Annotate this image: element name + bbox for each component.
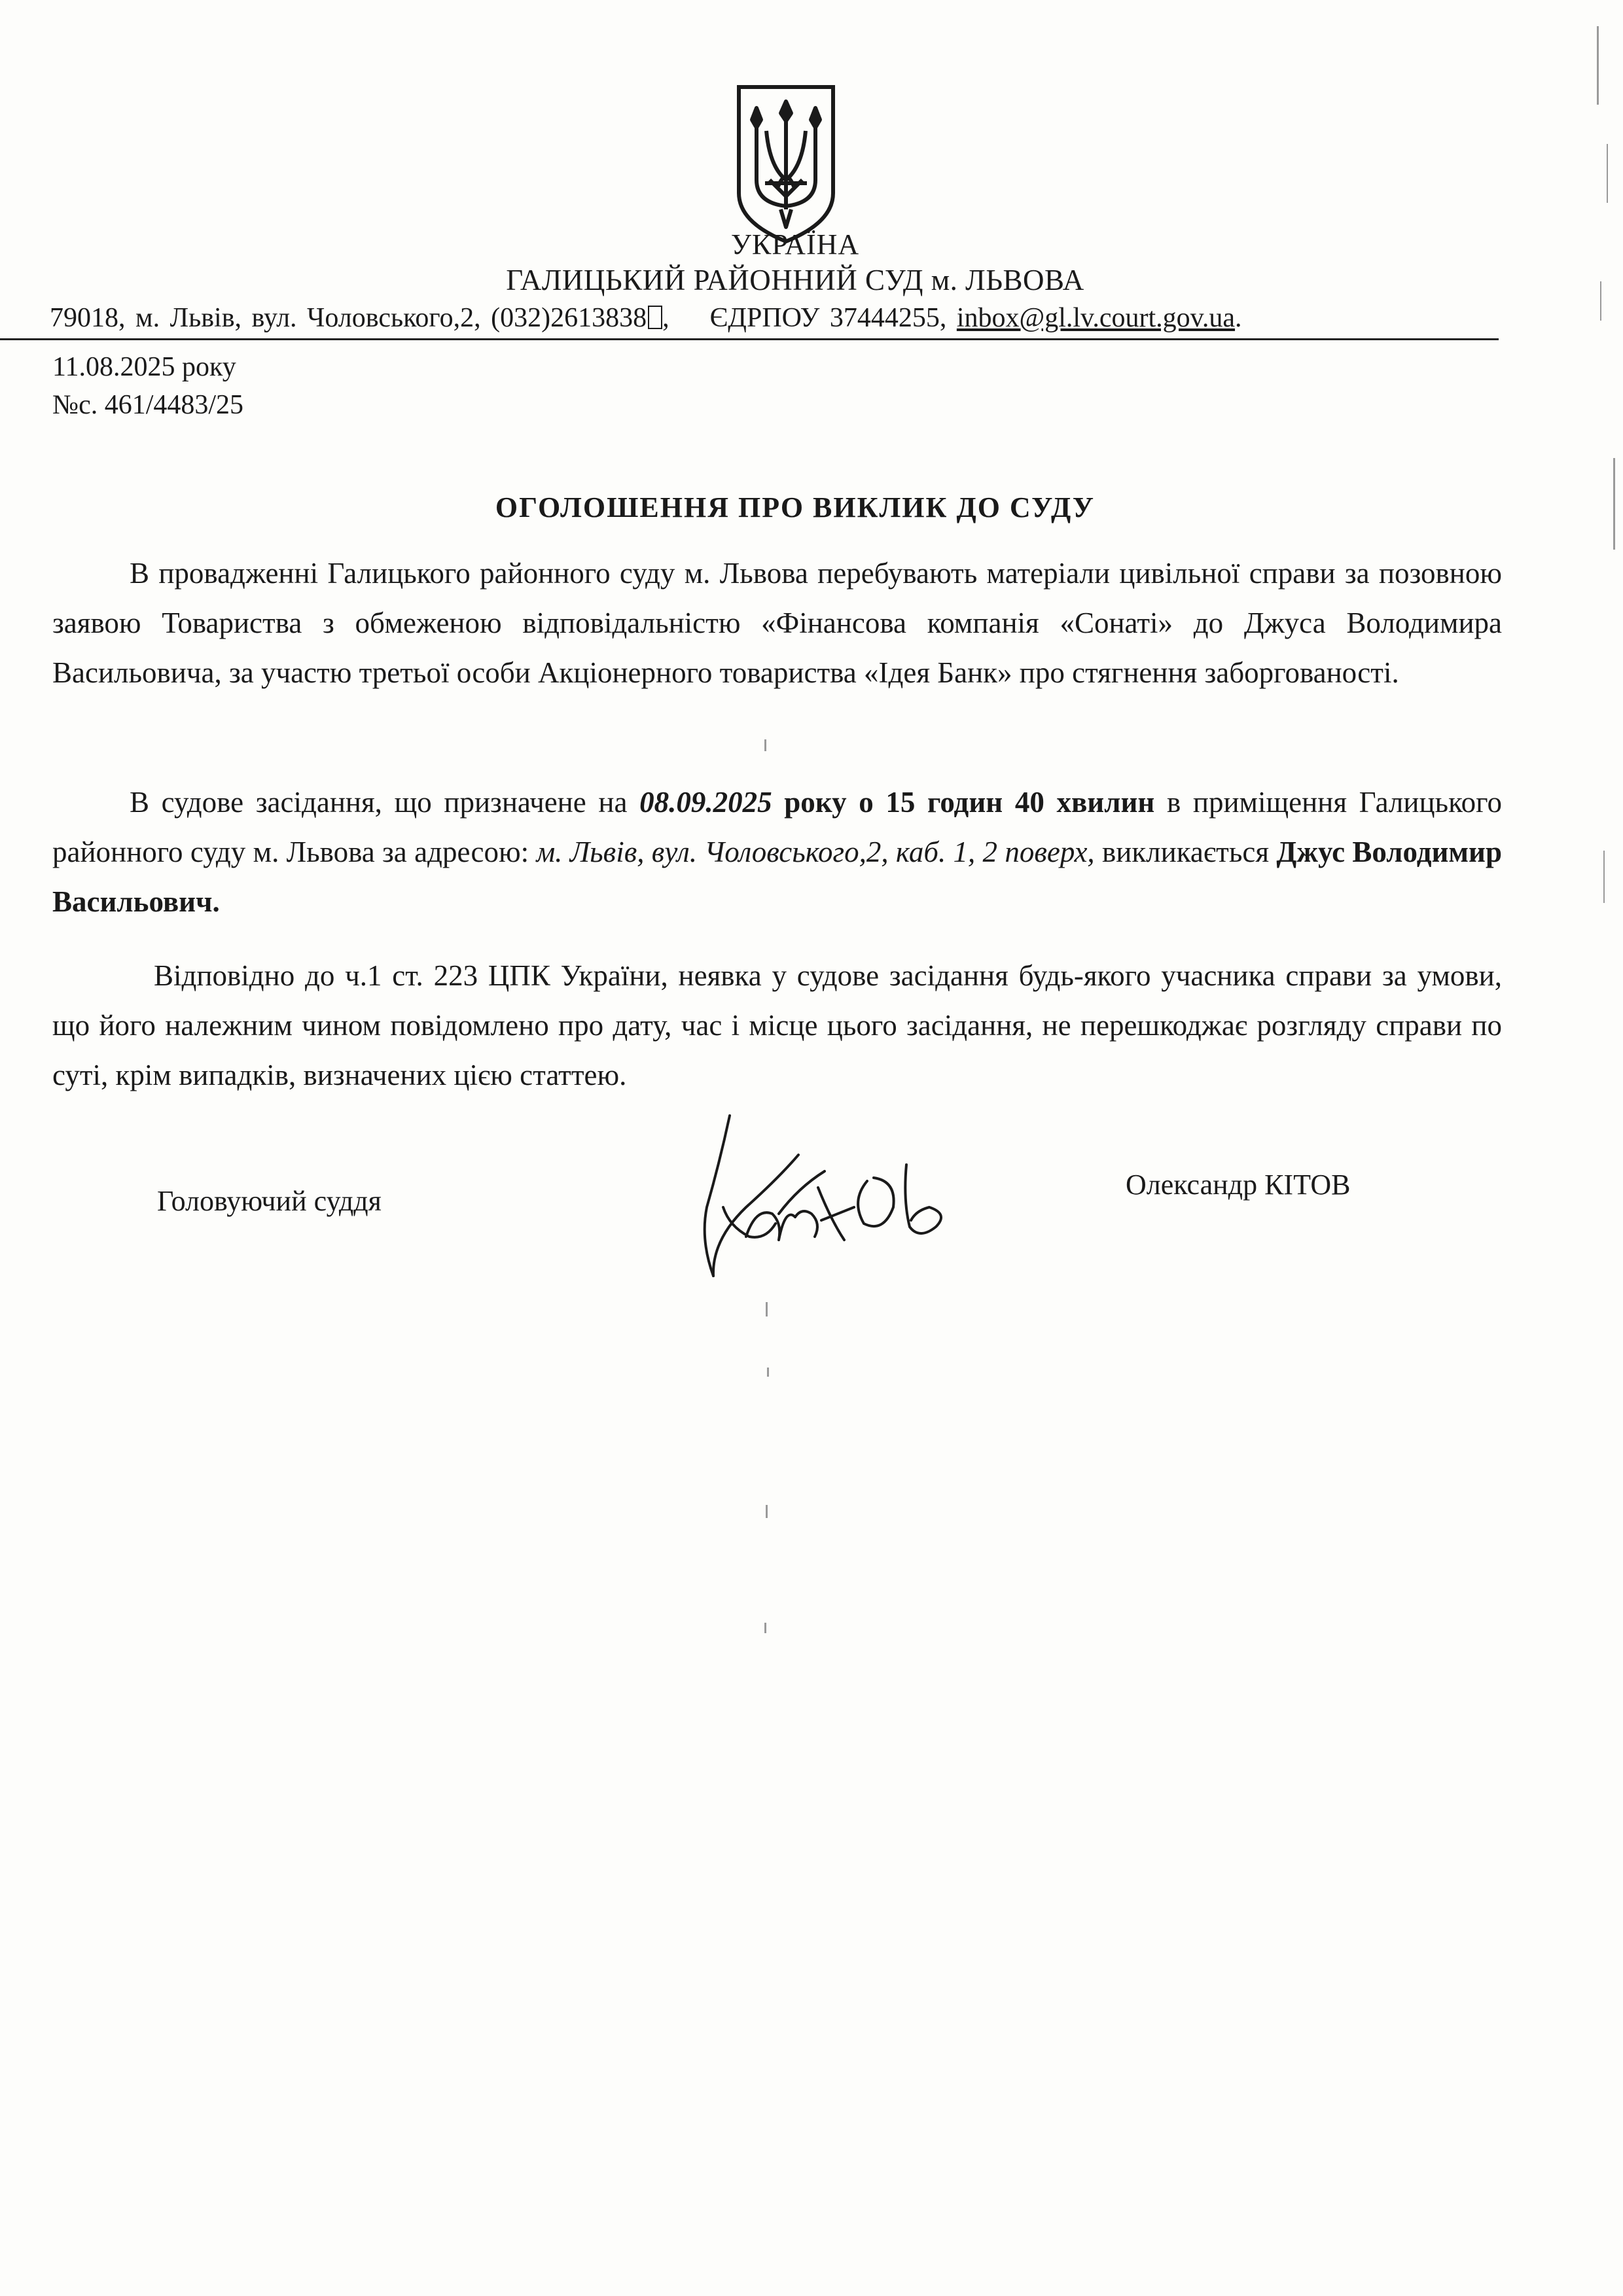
coat-of-arms-icon bbox=[734, 82, 838, 245]
paragraph-proceedings-text: В провадженні Галицького районного суду м. Львова перебувають матеріали цивільної справи за позовною заявою Товариства з обмеженою відповідальністю «Фінансова компанія «Сонаті» до Джуса Володимира Васильовича, за участю третьої особи Акціонерного товариства «Ідея Банк» про стягнення заборгованості. bbox=[52, 557, 1502, 689]
hearing-intro: В судове засідання, що призначене на bbox=[130, 786, 640, 819]
handwritten-signature bbox=[668, 1109, 1008, 1286]
summoned-person: Джус Володимир Васильович. bbox=[52, 836, 1503, 918]
edrpou-code: ЄДРПОУ 37444255, bbox=[709, 303, 947, 333]
paragraph-legal-basis-text: Відповідно до ч.1 ст. 223 ЦПК України, неявка у судове засідання будь-якого учасника справи за умови, що його належним чином повідомлено про дату, час і місце цього засідання, не перешкоджає розгляду справи по суті, крім випадків, визначених цією статтею. bbox=[52, 959, 1502, 1091]
case-number: №с. 461/4483/25 bbox=[52, 390, 244, 420]
court-name: ГАЛИЦЬКИЙ РАЙОННИЙ СУД м. ЛЬВОВА bbox=[506, 264, 1084, 296]
judge-name: Олександр КІТОВ bbox=[1126, 1169, 1351, 1201]
paragraph-proceedings bbox=[52, 548, 1502, 698]
missing-glyph-box bbox=[648, 306, 662, 329]
hearing-date: 08.09.2025 bbox=[639, 786, 772, 819]
hearing-time: року о 15 годин 40 хвилин bbox=[772, 786, 1155, 819]
document-date: 11.08.2025 року bbox=[52, 352, 236, 382]
country-heading: УКРАЇНА bbox=[730, 228, 860, 260]
paragraph-hearing bbox=[52, 777, 1502, 927]
presiding-judge-label: Головуючий суддя bbox=[157, 1185, 382, 1217]
hearing-mid: в приміщення Галицького районного суду м. Львова за адресою: bbox=[52, 786, 1502, 868]
court-email-link[interactable]: inbox@gl.lv.court.gov.ua bbox=[956, 303, 1236, 333]
email-suffix: . bbox=[1235, 303, 1242, 333]
document-title: ОГОЛОШЕННЯ ПРО ВИКЛИК ДО СУДУ bbox=[495, 491, 1096, 523]
summons-text: викликається bbox=[1094, 836, 1277, 868]
hearing-location: м. Львів, вул. Чоловського,2, каб. 1, 2 поверх, bbox=[536, 836, 1095, 868]
court-address-line: 79018, м. Львів, вул. Чоловського,2, (032)2613838 , ЄДРПОУ 37444255, inbox@gl.lv.court.gov.ua. bbox=[50, 303, 1242, 333]
address-text: 79018, м. Львів, вул. Чоловського,2, (032)2613838 bbox=[50, 303, 647, 333]
header-divider bbox=[0, 338, 1499, 340]
paragraph-legal-basis bbox=[52, 951, 1502, 1100]
